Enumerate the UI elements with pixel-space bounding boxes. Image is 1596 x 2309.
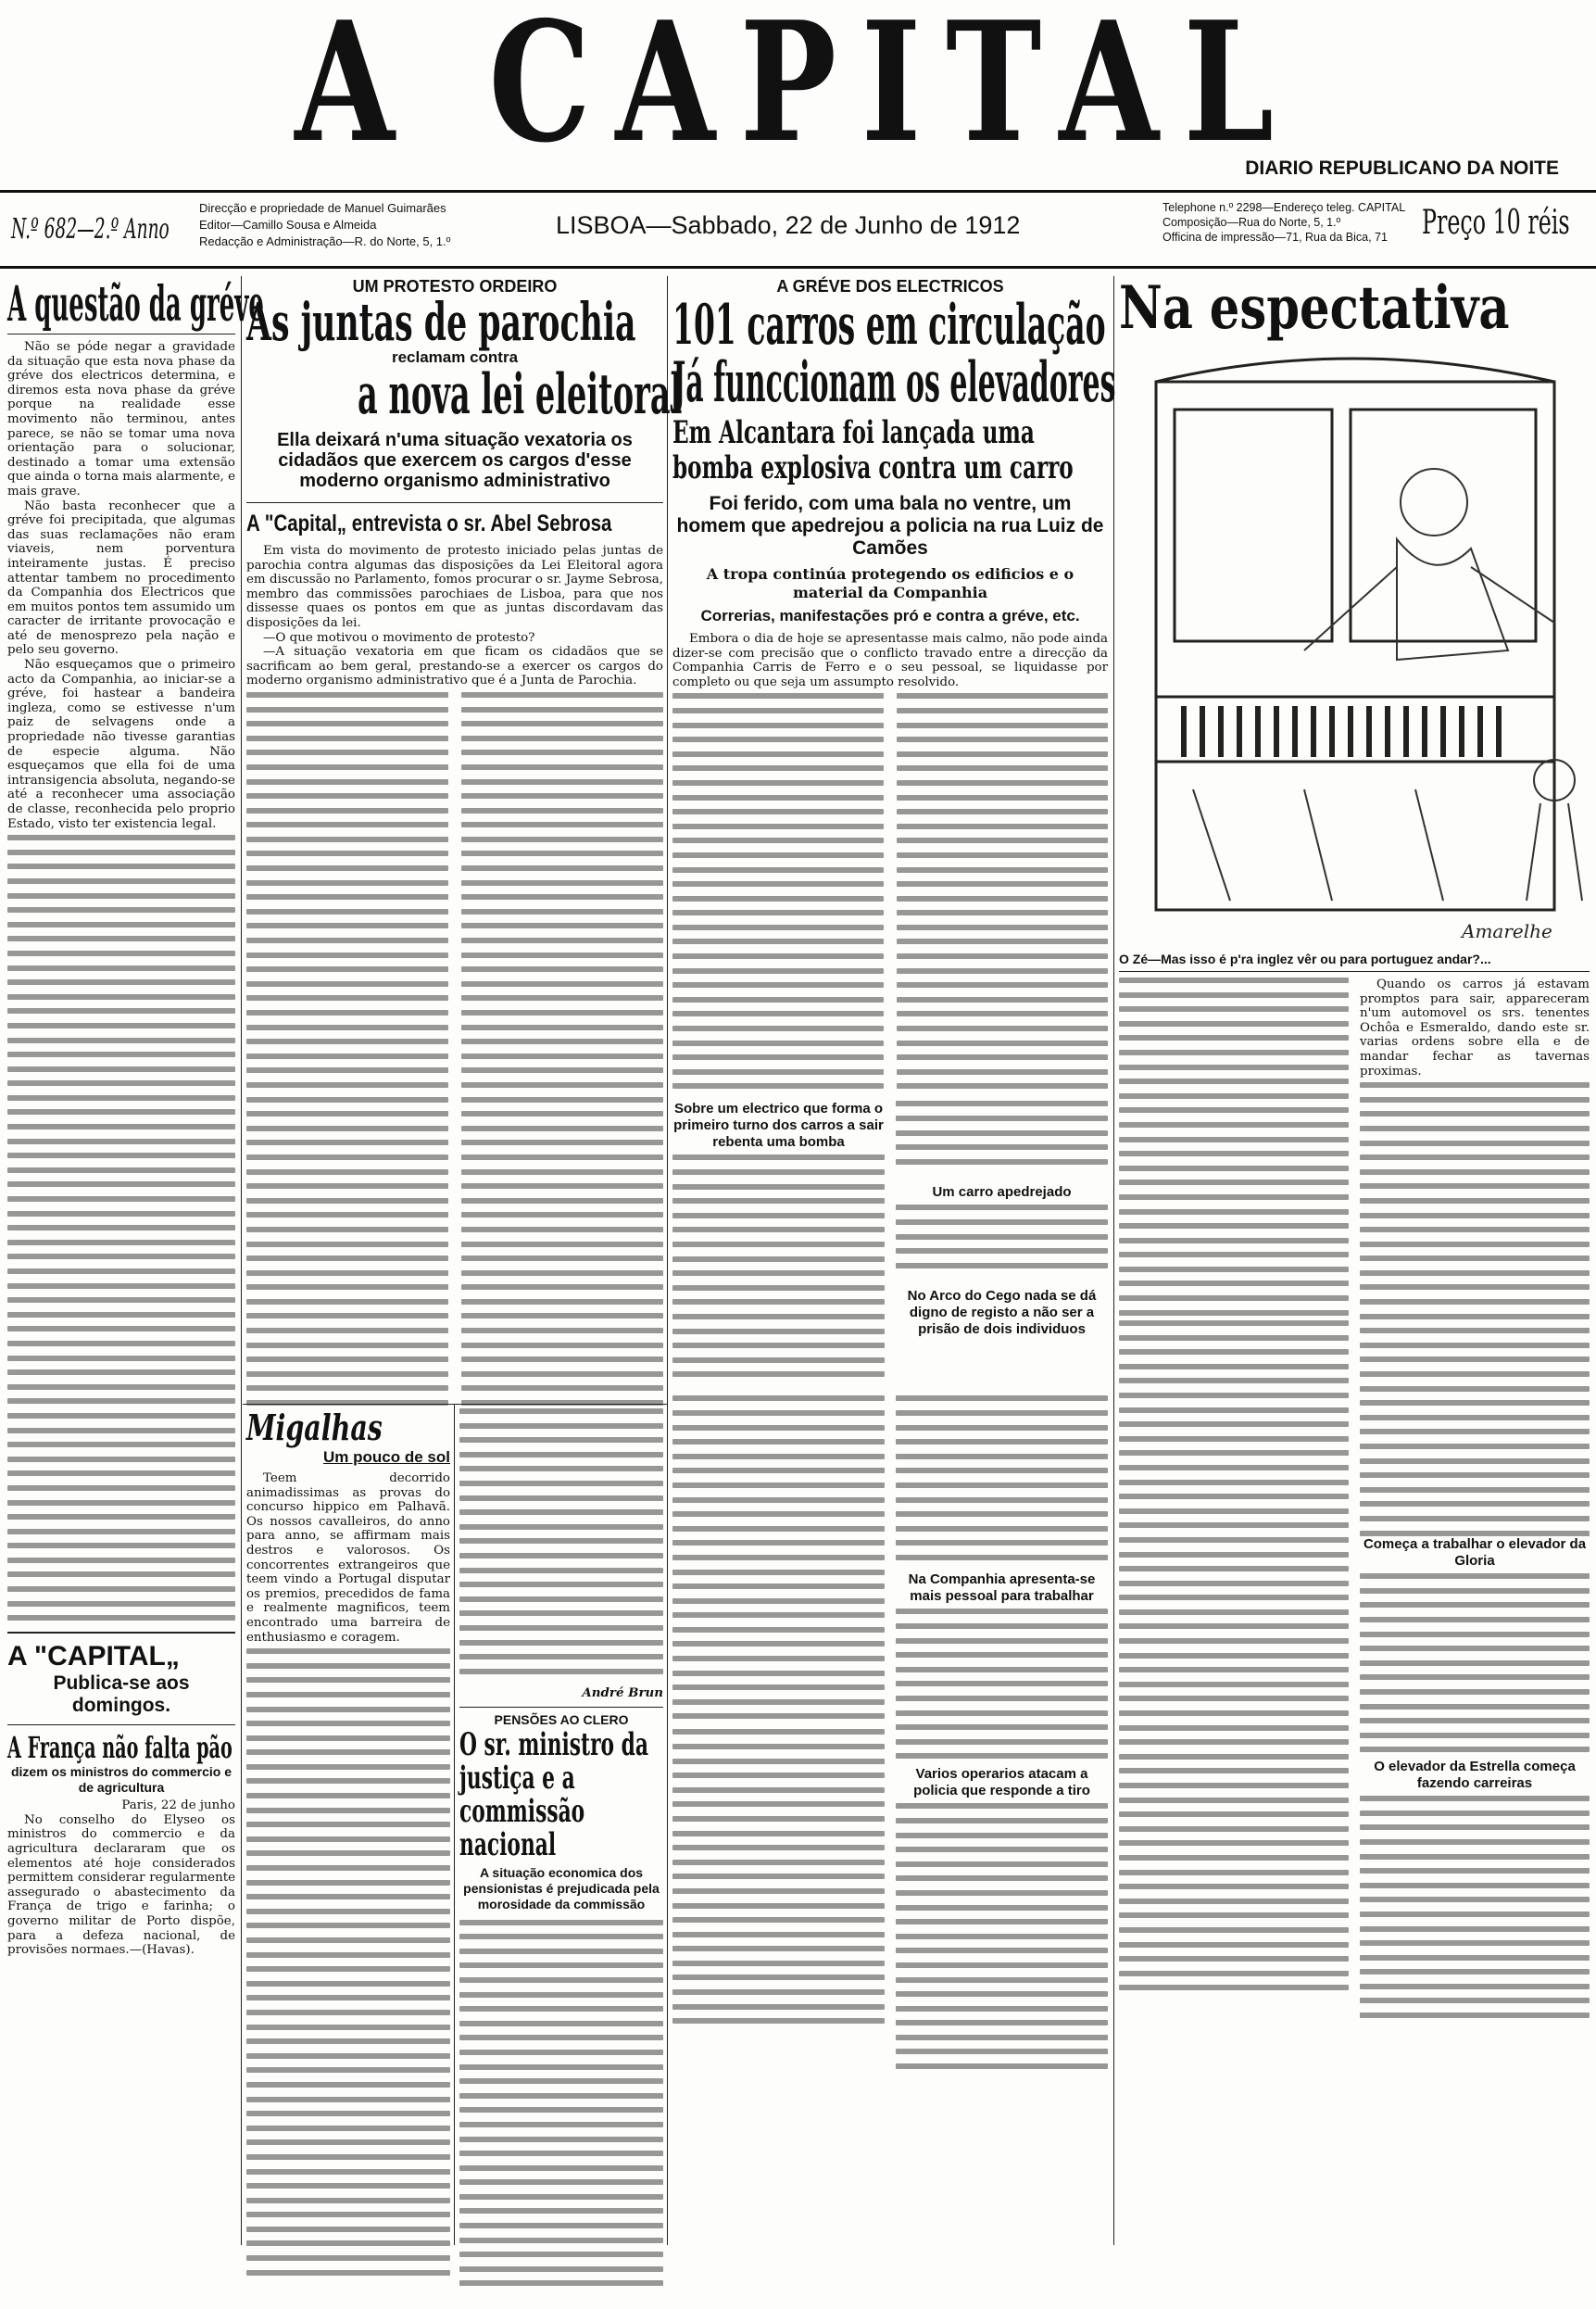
promo-line: Publica-se aos domingos. (53, 1672, 190, 1717)
column-greve-electricos (672, 276, 1116, 2245)
headline: As juntas de parochia (246, 292, 636, 353)
subhead: dizem os ministros do commercio e de agricultura (10, 1764, 232, 1796)
kicker: PENSÕES AO CLERO (494, 1711, 629, 1727)
deck: Em Alcantara foi lançada uma bomba explosiva contra um carro (672, 414, 1074, 486)
headline: A questão da gréve (7, 276, 264, 333)
cartoon-illustration (1119, 345, 1590, 947)
text-lines (672, 1154, 885, 1395)
text-lines (1119, 1320, 1349, 1997)
column-gréve-editorial (7, 276, 264, 2245)
text-lines (896, 1395, 1108, 1571)
admin-line: Editor—Camillo Sousa e Almeida (199, 218, 377, 232)
contact-info (1162, 200, 1405, 245)
headline-connector: reclamam contra (391, 348, 519, 366)
newspaper-subtitle: DIARIO REPUBLICANO DA NOITE (1245, 158, 1559, 179)
text-lines (896, 1803, 1108, 2081)
info-bar (0, 190, 1596, 269)
headline: Na espectativa (1119, 273, 1510, 343)
migalhas-section (246, 1408, 450, 2242)
text-lines (246, 1648, 450, 2297)
paragraph: Não basta reconhecer que a gréve foi precipitada, que algumas das suas reclamações não eram viaveis, nem porventura inteiramente justas. É preciso attentar tambem no procedimento da Companhia dos Electricos que em muitos pontos tem assumido um caracter de irritante provocação e até de menosprezo pela nação e pelo seu governo. (7, 498, 235, 658)
signature: André Brun (582, 1685, 663, 1700)
article-body (246, 544, 663, 688)
subhead: Varios operarios atacam a policia que responde a tiro (913, 1766, 1090, 1799)
deck: Correrias, manifestações pró e contra a gréve, etc. (700, 607, 1080, 625)
paragraph: Embora o dia de hoje se apresentasse mais calmo, não pode ainda dizer-se com precisão que o conflicto travado entre a direcção da Companhia Carris de Ferro e o seu pessoal, se liquidasse por completo ou que seja um assumpto resolvido. (672, 632, 1108, 689)
article-body (672, 632, 1108, 689)
column-cartoon (1119, 273, 1590, 2245)
subhead: O elevador da Estrella começa fazendo carreiras (1374, 1759, 1576, 1792)
headline: O sr. ministro da justiça e a commissão nacional (459, 1725, 648, 1863)
text-lines (1360, 1796, 1590, 2037)
text-lines (896, 1205, 1108, 1288)
paragraph: Em vista do movimento de protesto iniciado pelas juntas de parochia contra algumas das disposições da Lei Eleitoral agora em discussão no Parlamento, fomos procurar o sr. Jayme Sebrosa, membro das commissões parochiaes de Lisboa, para que nos dissesse quaes os pontos em que as juntas discordavam das disposições da lei. (246, 544, 663, 630)
subhead: Um carro apedrejado (932, 1184, 1072, 1201)
text-lines (7, 835, 235, 1632)
paragraph: Quando os carros já estavam promptos para sair, appareceram n'um automovel os srs. tenentes Ochôa e Esmeraldo, dando este sr. varias ordens sobre ella e de mandar fechar as tavernas proximas. (1360, 978, 1590, 1079)
deck: A situação economica dos pensionistas é prejudicada pela morosidade da commissão (463, 1864, 660, 1912)
promo-title: A "CAPITAL„ (7, 1641, 180, 1672)
contact-line: Officina de impressão—71, Rua da Bica, 71 (1162, 231, 1388, 244)
text-lines (246, 692, 663, 1433)
issue-number: N.º 682—2.º Anno (11, 213, 170, 246)
text-lines (1360, 1082, 1590, 1536)
paragraph: Teem decorrido animadissimas as provas do concurso hippico em Palhavã. Os nossos cavalleiros, do anno para anno, se affirmam mais destros e valorosos. Os concorrentes extrangeiros que teem vindo a Portugal disputar os premios, precedidos de fama e realmente magnificos, teem encontrado uma barreira de enthusiasmo e coragem. (246, 1471, 450, 1645)
masthead (0, 0, 1596, 179)
admin-info (199, 200, 450, 250)
text-lines (896, 1101, 1108, 1184)
admin-line: Direcção e propriedade de Manuel Guimarães (199, 201, 446, 215)
section-rule (243, 1404, 667, 1405)
admin-line: Redacção e Administração—R. do Norte, 5, 1.º (199, 234, 451, 248)
text-lines (459, 1408, 663, 1686)
promo-box (7, 1632, 235, 1717)
newspaper-title: A CAPITAL (295, 0, 1299, 179)
kicker: A GRÉVE DOS ELECTRICOS (776, 277, 1004, 296)
contact-line: Composição—Rua do Norte, 5, 1.º (1162, 216, 1341, 229)
text-lines (672, 1729, 885, 2035)
paragraph: —A situação vexatoria em que ficam os cidadãos que se sacrificam ao bem geral, prestando-se a exercer os cargos do moderno organismo administrativo que é a Junta de Parochia. (246, 645, 663, 688)
dateline: Paris, 22 de junho (121, 1798, 235, 1813)
pensoes-section (459, 1408, 663, 2242)
headline: a nova lei eleitoral (358, 362, 683, 427)
article-body (7, 340, 235, 831)
france-article (7, 1724, 235, 1958)
column-rule (1113, 276, 1114, 2245)
paragraph: Não esqueçamos que o primeiro acto da Companhia, ao iniciar-se a gréve, foi hastear a bandeira ingleza, como se estivesse n'um paiz de selvagens onde a propriedade não tivesse garantias de especie alguma. Não esqueçamos que ella foi de uma intransigencia absoluta, negando-se até a reconhecer uma associação de classe, reconhecida pelo proprio Estado, visto ter existencia legal. (7, 658, 235, 831)
section-title: Migalhas (246, 1407, 383, 1448)
section-subtitle: Um pouco de sol (323, 1448, 450, 1466)
text-lines (672, 693, 1108, 1101)
text-lines (1119, 978, 1349, 1320)
text-lines (459, 1920, 663, 2309)
subhead: No Arco do Cego nada se dá digno de registo a não ser a prisão de dois individuos (907, 1288, 1097, 1338)
contact-line: Telephone n.º 2298—Endereço teleg. CAPITAL (1162, 201, 1406, 214)
headline: 101 carros em circulação (672, 293, 1106, 358)
interview-headline: A "Capital„ entrevista o sr. Abel Sebrosa (246, 511, 612, 536)
headline: Já funccionam os elevadores (672, 350, 1116, 415)
paragraph: Não se póde negar a gravidade da situação que esta nova phase da gréve dos electricos determina, e diremos esta nova phase da gréve porque na realidade esse movimento não terminou, antes parece, se não se tomar uma nova orientação para o solucionar, destinado a tomar uma extensão que ainda o torna mais alarmente, e mais grave. (7, 340, 235, 498)
text-lines (672, 1395, 885, 1729)
dateline: LISBOA—Sabbado, 22 de Junho de 1912 (556, 211, 1021, 239)
cartoon-caption: O Zé—Mas isso é p'ra inglez vêr ou para portuguez andar?... (1119, 952, 1491, 966)
price: Preço 10 réis (1422, 204, 1570, 242)
text-lines (896, 1609, 1108, 1766)
paragraph: —O que motivou o movimento de protesto? (263, 630, 535, 645)
kicker: UM PROTESTO ORDEIRO (352, 277, 558, 296)
column-rule (241, 276, 242, 2245)
text-lines (1360, 1573, 1590, 1759)
subhead: Começa a trabalhar o elevador da Gloria (1363, 1536, 1587, 1570)
paragraph: No conselho do Elyseo os ministros do commercio e da agricultura declararam que os elementos até hoje considerados permittem considerar regularmente assegurado o abastecimento da França de trigo e farinha; o governo militar de Porto dispõe, para a defeza nacional, de provisões normaes.—(Havas). (7, 1812, 235, 1958)
deck: Ella deixará n'uma situação vexatoria os cidadãos que exercem os cargos d'esse moderno organismo administrativo (277, 430, 633, 491)
deck: A tropa continúa protegendo os edificios e o material da Companhia (706, 565, 1074, 601)
column-rule (454, 1404, 455, 2245)
headline: A França não falta pão (7, 1730, 232, 1766)
column-rule (667, 276, 668, 2245)
subhead: Na Companhia apresenta-se mais pessoal para trabalhar (908, 1571, 1096, 1605)
subhead: Sobre um electrico que forma o primeiro turno dos carros a sair rebenta uma bomba (673, 1101, 884, 1151)
deck: Foi ferido, com uma bala no ventre, um homem que apedrejou a policia na rua Luiz de Camões (676, 493, 1104, 559)
artist-signature: Amarelhe (1462, 920, 1552, 942)
